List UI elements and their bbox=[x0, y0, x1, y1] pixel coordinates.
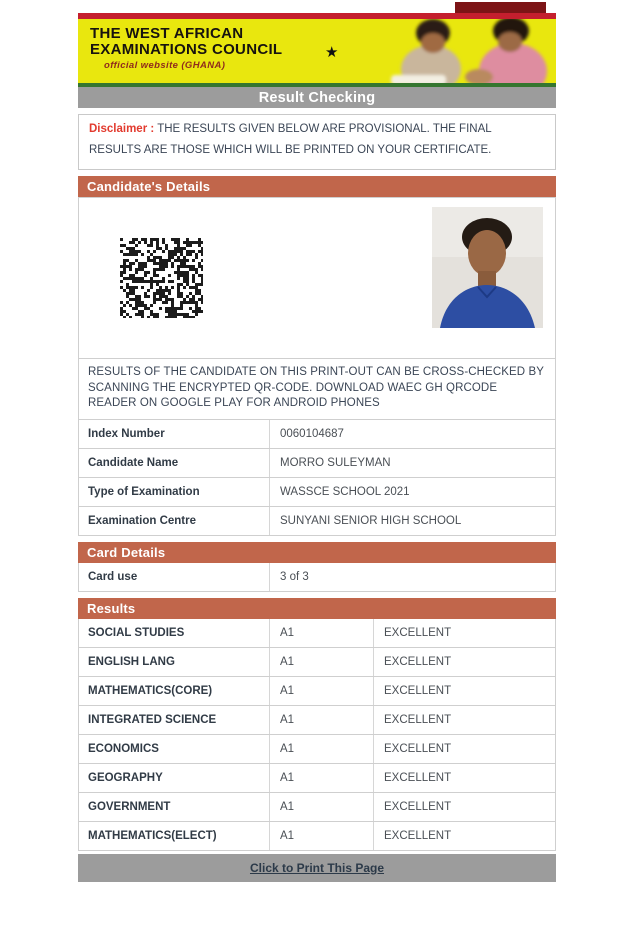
row-value: MORRO SULEYMAN bbox=[269, 449, 555, 477]
subject-cell: ECONOMICS bbox=[88, 742, 159, 755]
page-title: Result Checking bbox=[258, 89, 376, 106]
remark-cell: EXCELLENT bbox=[373, 648, 555, 676]
qr-note: RESULTS OF THE CANDIDATE ON THIS PRINT-OUT CAN BE CROSS-CHECKED BY SCANNING THE ENCRYPTED QR-CODE. DOWNLOAD WAEC GH QRCODE READER ON GOOGLE PLAY FOR ANDROID PHONES bbox=[78, 359, 556, 420]
subject-cell: INTEGRATED SCIENCE bbox=[88, 713, 217, 726]
waec-banner bbox=[78, 19, 556, 83]
row-label: Examination Centre bbox=[88, 514, 196, 527]
remark-cell: EXCELLENT bbox=[373, 619, 555, 647]
grade-cell: A1 bbox=[269, 677, 373, 705]
row-label: Card use bbox=[88, 570, 138, 583]
result-row bbox=[78, 706, 556, 735]
disclaimer-box bbox=[78, 114, 556, 170]
banner-title-line1: THE WEST AFRICAN bbox=[90, 25, 244, 42]
remark-cell: EXCELLENT bbox=[373, 735, 555, 763]
result-row bbox=[78, 735, 556, 764]
remark-cell: EXCELLENT bbox=[373, 706, 555, 734]
result-row bbox=[78, 677, 556, 706]
disclaimer-label: Disclaimer : bbox=[89, 123, 155, 135]
subject-cell: GOVERNMENT bbox=[88, 800, 171, 813]
result-row bbox=[78, 764, 556, 793]
remark-cell: EXCELLENT bbox=[373, 764, 555, 792]
banner-text bbox=[78, 19, 556, 71]
section-header-candidate-details bbox=[78, 176, 556, 197]
qr-and-photo-panel bbox=[78, 197, 556, 359]
star-icon: ★ bbox=[325, 44, 339, 61]
section-header-card-details bbox=[78, 542, 556, 563]
row-value: 0060104687 bbox=[269, 420, 555, 448]
grade-cell: A1 bbox=[269, 735, 373, 763]
table-row bbox=[78, 563, 556, 592]
candidate-details-table bbox=[78, 420, 556, 536]
grade-cell: A1 bbox=[269, 706, 373, 734]
table-row bbox=[78, 478, 556, 507]
result-row bbox=[78, 648, 556, 677]
table-row bbox=[78, 420, 556, 449]
row-label: Type of Examination bbox=[88, 485, 200, 498]
row-value: 3 of 3 bbox=[269, 563, 555, 591]
banner-subtitle: official website (GHANA) bbox=[104, 60, 226, 71]
page-title-bar bbox=[78, 87, 556, 108]
row-label: Index Number bbox=[88, 427, 165, 440]
remark-cell: EXCELLENT bbox=[373, 677, 555, 705]
table-row bbox=[78, 507, 556, 536]
qr-code bbox=[120, 238, 203, 318]
subject-cell: SOCIAL STUDIES bbox=[88, 626, 185, 639]
grade-cell: A1 bbox=[269, 619, 373, 647]
remark-cell: EXCELLENT bbox=[373, 793, 555, 821]
row-label: Candidate Name bbox=[88, 456, 179, 469]
grade-cell: A1 bbox=[269, 764, 373, 792]
print-page-link[interactable]: Click to Print This Page bbox=[249, 860, 385, 875]
footer-bar bbox=[78, 854, 556, 882]
subject-cell: MATHEMATICS(CORE) bbox=[88, 684, 213, 697]
section-header-results-label: Results bbox=[87, 600, 136, 616]
row-value: WASSCE SCHOOL 2021 bbox=[269, 478, 555, 506]
grade-cell: A1 bbox=[269, 648, 373, 676]
candidate-photo bbox=[432, 207, 543, 328]
card-details-table bbox=[78, 563, 556, 592]
remark-cell: EXCELLENT bbox=[373, 822, 555, 850]
subject-cell: ENGLISH LANG bbox=[88, 655, 175, 668]
result-row bbox=[78, 793, 556, 822]
subject-cell: MATHEMATICS(ELECT) bbox=[88, 829, 217, 842]
section-header-card-details-label: Card Details bbox=[87, 544, 166, 560]
banner-title-line2: EXAMINATIONS COUNCIL bbox=[90, 41, 283, 58]
row-value: SUNYANI SENIOR HIGH SCHOOL bbox=[269, 507, 555, 535]
grade-cell: A1 bbox=[269, 793, 373, 821]
result-row bbox=[78, 619, 556, 648]
grade-cell: A1 bbox=[269, 822, 373, 850]
disclaimer-text: THE RESULTS GIVEN BELOW ARE PROVISIONAL. THE FINAL RESULTS ARE THOSE WHICH WILL BE PRINTED ON YOUR CERTIFICATE. bbox=[89, 123, 492, 156]
waec-result-page bbox=[78, 13, 556, 882]
section-header-candidate-details-label: Candidate's Details bbox=[87, 179, 211, 194]
result-row bbox=[78, 822, 556, 851]
table-row bbox=[78, 449, 556, 478]
results-table bbox=[78, 619, 556, 851]
section-header-results bbox=[78, 598, 556, 619]
subject-cell: GEOGRAPHY bbox=[88, 771, 163, 784]
